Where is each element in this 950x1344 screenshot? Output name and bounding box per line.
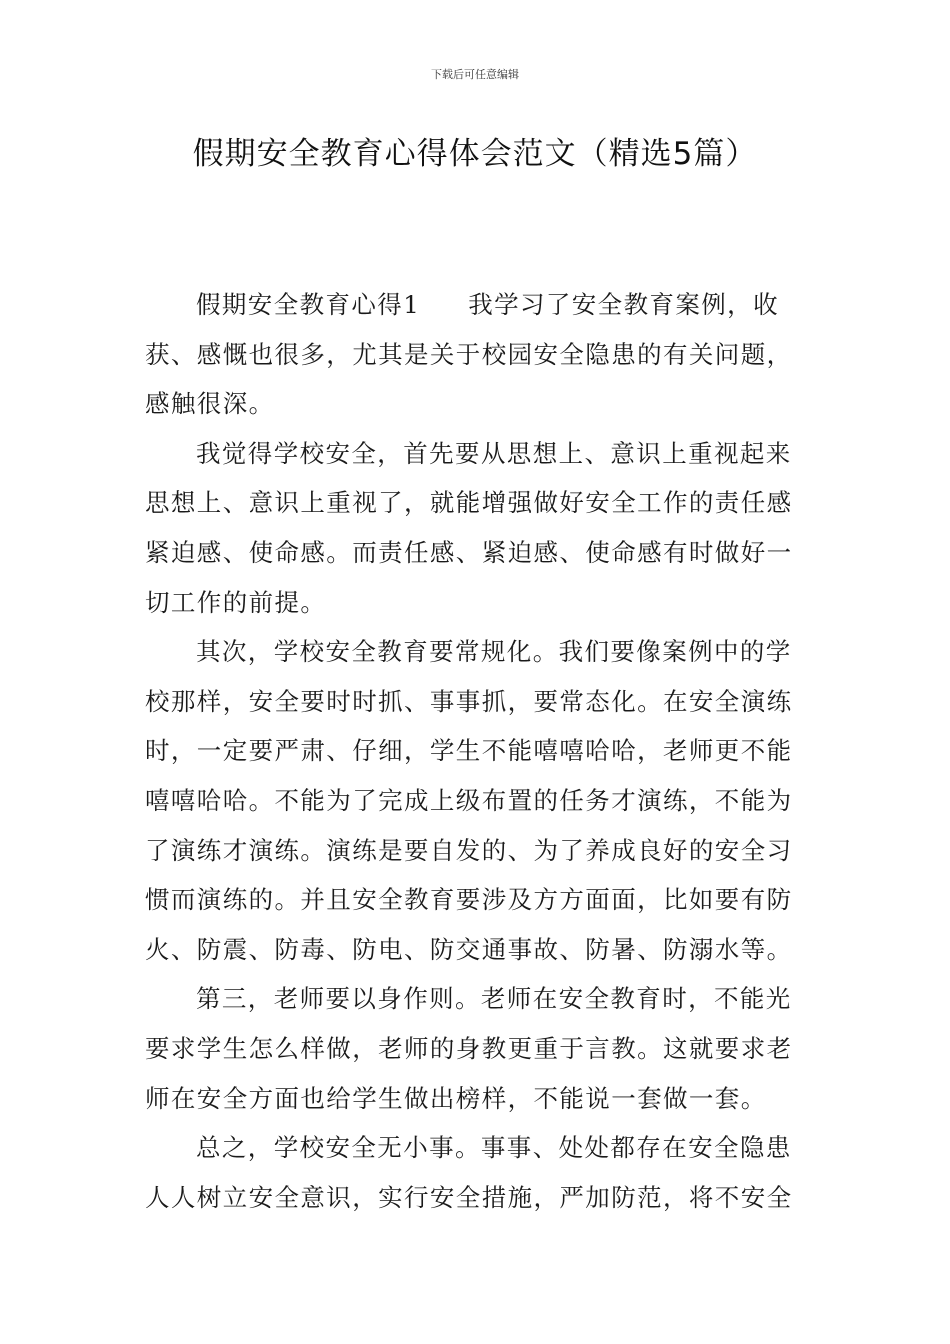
essay-heading: 假期安全教育心得1 [196, 290, 421, 319]
paragraph-1 [145, 280, 810, 429]
header-note: 下载后可任意编辑 [431, 68, 519, 81]
document-title: 假期安全教育心得体会范文（精选5篇） [192, 136, 758, 172]
paragraph-3: 其次，学校安全教育要常规化。我们要像案例中的学校那样，安全要时时抓、事事抓，要常态化。在安全演练时，一定要严肃、仔细，学生不能嘻嘻哈哈，老师更不能嘻嘻哈哈。不能为了完成上级布置的任务才演练，不能为了演练才演练。演练是要自发的、为了养成良好的安全习惯而演练的。并且安全教育要涉及方方面面，比如要有防火、防震、防毒、防电、防交通事故、防暑、防溺水等。 [145, 637, 793, 964]
paragraph-2: 我觉得学校安全，首先要从思想上、意识上重视起来思想上、意识上重视了，就能增强做好安全工作的责任感紧迫感、使命感。而责任感、紧迫感、使命感有时做好一切工作的前提。 [145, 438, 793, 617]
paragraph-4: 第三，老师要以身作则。老师在安全教育时，不能光要求学生怎么样做，老师的身教更重于言教。这就要求老师在安全方面也给学生做出榜样，不能说一套做一套。 [145, 984, 793, 1113]
paragraph-1-text: 我学习了安全教育案例，收获、感慨也很多，尤其是关于校园安全隐患的有关问题，感触很深。 [145, 290, 793, 419]
paragraph-5: 总之，学校安全无小事。事事、处处都存在安全隐患人人树立安全意识，实行安全措施，严加防范，将不安全 [145, 1133, 793, 1212]
essay-body [145, 280, 810, 1222]
